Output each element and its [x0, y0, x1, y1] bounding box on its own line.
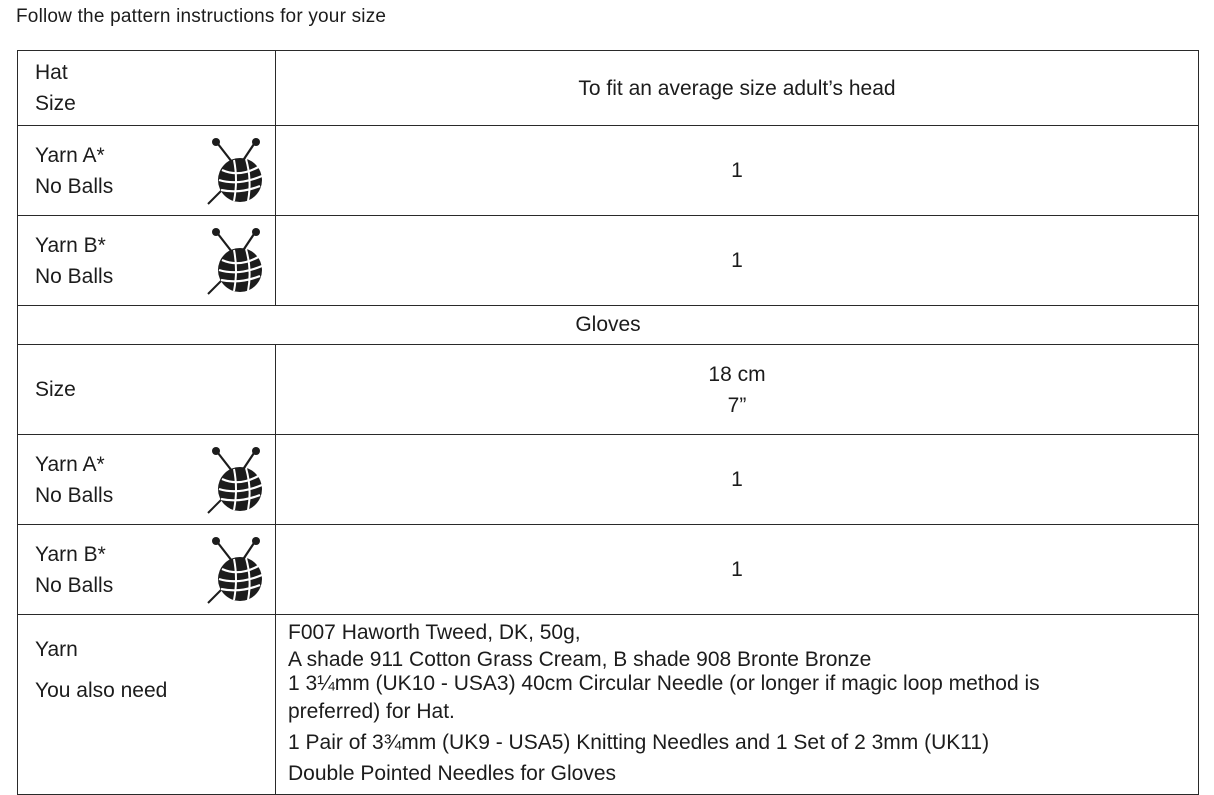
- yarn-ball-icon: [204, 226, 268, 296]
- gloves-size-value: [276, 345, 1199, 435]
- hat-yarn-b-label-line2: No Balls: [35, 264, 114, 288]
- gloves-yarn-b-value: 1: [276, 525, 1199, 615]
- gloves-yarn-a-label-line1: Yarn A*: [35, 452, 105, 476]
- gloves-heading-row: [18, 306, 1199, 345]
- gloves-yarn-b-label-line1: Yarn B*: [35, 542, 106, 566]
- hat-yarn-a-value: 1: [276, 126, 1199, 216]
- gloves-yarn-a-label-line2: No Balls: [35, 483, 114, 507]
- hat-yarn-b-value: 1: [276, 216, 1199, 306]
- hat-yarn-b-row: [18, 216, 1199, 306]
- materials-line: Double Pointed Needles for Gloves: [288, 762, 617, 785]
- gloves-yarn-a-value: 1: [276, 435, 1199, 525]
- hat-size-label-line2: Size: [35, 92, 76, 115]
- pattern-table: [17, 50, 1199, 795]
- materials-info: [276, 615, 1199, 795]
- gloves-size-label: Size: [18, 345, 276, 435]
- hat-yarn-b-label: [18, 216, 276, 306]
- gloves-yarn-a-row: [18, 435, 1199, 525]
- materials-row: [18, 615, 1199, 795]
- hat-yarn-a-row: [18, 126, 1199, 216]
- materials-line: A shade 911 Cotton Grass Cream, B shade 908 Bronte Bronze: [288, 648, 872, 671]
- gloves-heading: Gloves: [18, 306, 1199, 345]
- yarn-ball-icon: [204, 535, 268, 605]
- hat-yarn-a-label-line1: Yarn A*: [35, 143, 105, 167]
- gloves-yarn-b-label-line2: No Balls: [35, 573, 114, 597]
- gloves-size-in: 7”: [727, 393, 747, 417]
- materials-line: preferred) for Hat.: [288, 700, 455, 723]
- yarn-ball-icon: [204, 136, 268, 206]
- you-also-need-label: You also need: [35, 679, 168, 702]
- materials-line: 1 Pair of 3¾mm (UK9 - USA5) Knitting Needles and 1 Set of 2 3mm (UK11): [288, 731, 990, 754]
- materials-line: F007 Haworth Tweed, DK, 50g,: [288, 621, 581, 644]
- gloves-size-row: [18, 345, 1199, 435]
- hat-yarn-a-label-line2: No Balls: [35, 174, 114, 198]
- gloves-yarn-b-label: [18, 525, 276, 615]
- hat-size-value: To fit an average size adult’s head: [276, 51, 1199, 126]
- hat-yarn-a-label: [18, 126, 276, 216]
- materials-line: 1 3¼mm (UK10 - USA3) 40cm Circular Needle (or longer if magic loop method is: [288, 672, 1040, 695]
- intro-text: Follow the pattern instructions for your size: [16, 6, 387, 27]
- hat-size-label: [18, 51, 276, 126]
- gloves-yarn-b-row: [18, 525, 1199, 615]
- yarn-label: Yarn: [35, 638, 78, 661]
- gloves-yarn-a-label: [18, 435, 276, 525]
- hat-size-row: [18, 51, 1199, 126]
- yarn-ball-icon: [204, 445, 268, 515]
- materials-label: [18, 615, 276, 795]
- gloves-size-cm: 18 cm: [708, 362, 766, 386]
- hat-yarn-b-label-line1: Yarn B*: [35, 233, 106, 257]
- hat-size-label-line1: Hat: [35, 61, 68, 84]
